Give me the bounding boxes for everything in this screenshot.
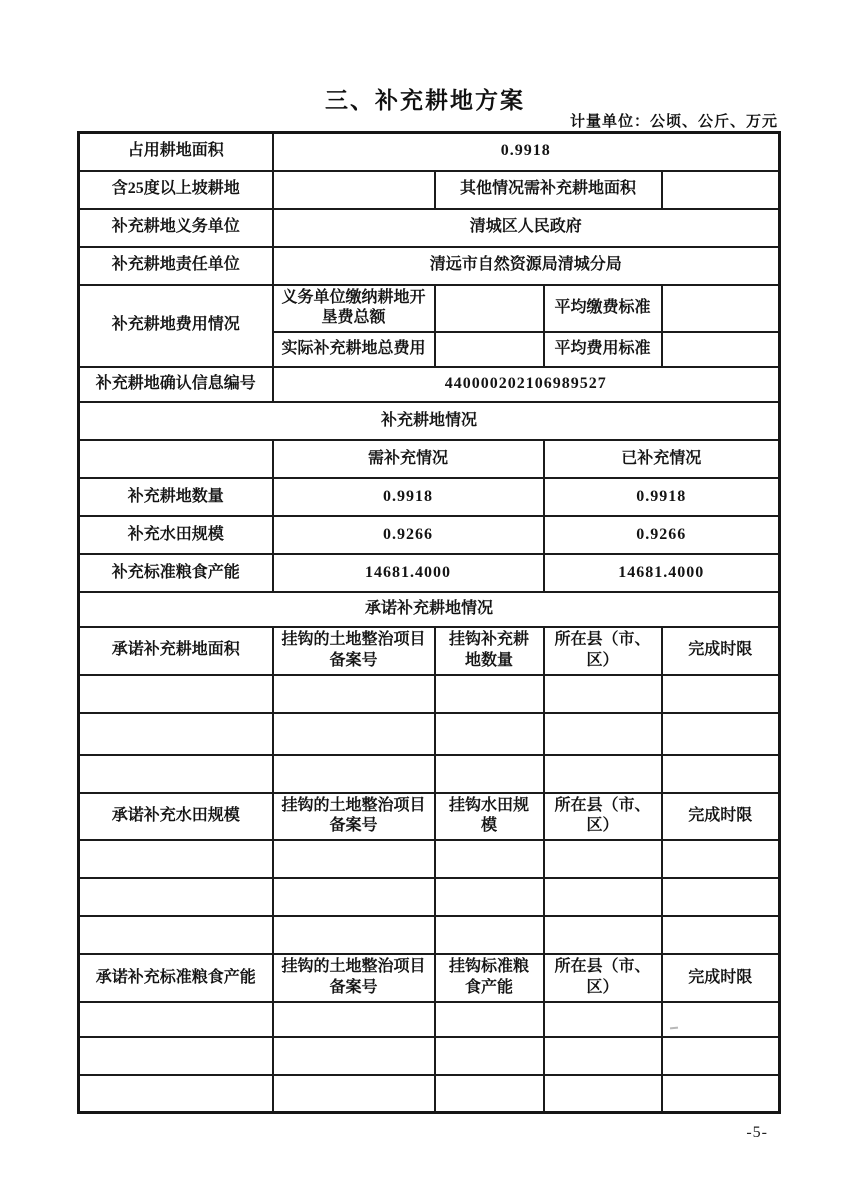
empty-cell <box>79 1037 273 1075</box>
blank-row <box>79 1037 780 1075</box>
empty-cell <box>79 440 273 478</box>
page-number: -5- <box>746 1124 768 1141</box>
cost-std-1-label: 平均缴费标准 <box>544 285 662 333</box>
confirm-no-value: 440000202106989527 <box>273 367 780 402</box>
commitment-area-col5: 完成时限 <box>662 627 780 675</box>
occupied-area-value: 0.9918 <box>273 133 780 171</box>
commitment-area-col3: 挂钩补充耕地数量 <box>435 627 544 675</box>
empty-cell <box>273 1075 435 1113</box>
row-situation-columns <box>79 440 780 478</box>
empty-cell <box>544 713 662 755</box>
empty-cell <box>544 1075 662 1113</box>
empty-cell <box>79 1002 273 1037</box>
empty-cell <box>79 675 273 713</box>
empty-cell <box>435 916 544 954</box>
empty-cell <box>662 755 780 793</box>
empty-cell <box>435 1037 544 1075</box>
page-title: 三、补充耕地方案 <box>325 87 525 113</box>
commitment-header: 承诺补充耕地情况 <box>79 592 780 627</box>
cost-std-1-value <box>662 285 780 333</box>
empty-cell <box>544 840 662 878</box>
empty-cell <box>435 878 544 916</box>
supplement-quantity-label: 补充耕地数量 <box>79 478 273 516</box>
supplement-quantity-need: 0.9918 <box>273 478 544 516</box>
empty-cell <box>273 916 435 954</box>
cost-std-2-label: 平均费用标准 <box>544 332 662 367</box>
empty-cell <box>79 916 273 954</box>
situation-header: 补充耕地情况 <box>79 402 780 440</box>
empty-cell <box>79 1075 273 1113</box>
situation-col-done: 已补充情况 <box>544 440 780 478</box>
grain-capacity-label: 补充标准粮食产能 <box>79 554 273 592</box>
row-commitment-area-head <box>79 627 780 675</box>
commitment-grain-label: 承诺补充标准粮食产能 <box>79 954 273 1002</box>
cost-label: 补充耕地费用情况 <box>79 285 273 368</box>
empty-cell <box>544 1037 662 1075</box>
empty-cell <box>662 1002 780 1037</box>
row-grain-capacity <box>79 554 780 592</box>
blank-row <box>79 878 780 916</box>
row-cost-1 <box>79 285 780 333</box>
blank-row <box>79 1075 780 1113</box>
blank-row <box>79 713 780 755</box>
empty-cell <box>544 916 662 954</box>
empty-cell <box>79 878 273 916</box>
commitment-area-col4: 所在县（市、区） <box>544 627 662 675</box>
empty-cell <box>79 755 273 793</box>
other-area-label: 其他情况需补充耕地面积 <box>435 171 662 209</box>
row-commitment-grain-head <box>79 954 780 1002</box>
commitment-area-label: 承诺补充耕地面积 <box>79 627 273 675</box>
commitment-area-col2: 挂钩的土地整治项目备案号 <box>273 627 435 675</box>
commitment-paddy-label: 承诺补充水田规模 <box>79 793 273 841</box>
situation-col-need: 需补充情况 <box>273 440 544 478</box>
empty-cell <box>273 1037 435 1075</box>
empty-cell <box>662 840 780 878</box>
responsible-unit-label: 补充耕地责任单位 <box>79 247 273 285</box>
empty-cell <box>544 675 662 713</box>
row-paddy-scale <box>79 516 780 554</box>
row-responsible-unit <box>79 247 780 285</box>
empty-cell <box>273 675 435 713</box>
commitment-paddy-col3: 挂钩水田规模 <box>435 793 544 841</box>
empty-cell <box>273 713 435 755</box>
row-obligation-unit <box>79 209 780 247</box>
commitment-paddy-col2: 挂钩的土地整治项目备案号 <box>273 793 435 841</box>
grain-capacity-need: 14681.4000 <box>273 554 544 592</box>
supplement-plan-table <box>77 131 781 1114</box>
empty-cell <box>273 1002 435 1037</box>
empty-cell <box>435 675 544 713</box>
paddy-scale-need: 0.9266 <box>273 516 544 554</box>
cost-item-1-label: 义务单位缴纳耕地开垦费总额 <box>273 285 435 333</box>
empty-cell <box>435 755 544 793</box>
occupied-area-label: 占用耕地面积 <box>79 133 273 171</box>
empty-cell <box>662 878 780 916</box>
paddy-scale-done: 0.9266 <box>544 516 780 554</box>
empty-cell <box>662 916 780 954</box>
empty-cell <box>273 840 435 878</box>
commitment-grain-col4: 所在县（市、区） <box>544 954 662 1002</box>
paddy-scale-label: 补充水田规模 <box>79 516 273 554</box>
grain-capacity-done: 14681.4000 <box>544 554 780 592</box>
row-commitment-header <box>79 592 780 627</box>
empty-cell <box>662 713 780 755</box>
blank-row <box>79 755 780 793</box>
empty-cell <box>435 1002 544 1037</box>
row-commitment-paddy-head <box>79 793 780 841</box>
empty-cell <box>662 675 780 713</box>
row-slope-area <box>79 171 780 209</box>
empty-cell <box>662 1037 780 1075</box>
empty-cell <box>79 713 273 755</box>
commitment-grain-col2: 挂钩的土地整治项目备案号 <box>273 954 435 1002</box>
blank-row <box>79 1002 780 1037</box>
cost-item-2-label: 实际补充耕地总费用 <box>273 332 435 367</box>
cost-std-2-value <box>662 332 780 367</box>
obligation-unit-value: 清城区人民政府 <box>273 209 780 247</box>
empty-cell <box>662 1075 780 1113</box>
row-confirm-no <box>79 367 780 402</box>
blank-row <box>79 916 780 954</box>
commitment-paddy-col4: 所在县（市、区） <box>544 793 662 841</box>
slope-area-label: 含25度以上坡耕地 <box>79 171 273 209</box>
empty-cell <box>273 878 435 916</box>
empty-cell <box>544 755 662 793</box>
empty-cell <box>435 840 544 878</box>
commitment-grain-col5: 完成时限 <box>662 954 780 1002</box>
commitment-paddy-col5: 完成时限 <box>662 793 780 841</box>
empty-cell <box>273 755 435 793</box>
blank-row <box>79 675 780 713</box>
slope-area-value <box>273 171 435 209</box>
other-area-value <box>662 171 780 209</box>
empty-cell <box>544 878 662 916</box>
cost-item-1-value <box>435 285 544 333</box>
empty-cell <box>435 1075 544 1113</box>
empty-cell <box>435 713 544 755</box>
row-supplement-quantity <box>79 478 780 516</box>
responsible-unit-value: 清远市自然资源局清城分局 <box>273 247 780 285</box>
obligation-unit-label: 补充耕地义务单位 <box>79 209 273 247</box>
empty-cell <box>79 840 273 878</box>
commitment-grain-col3: 挂钩标准粮食产能 <box>435 954 544 1002</box>
empty-cell <box>544 1002 662 1037</box>
cost-item-2-value <box>435 332 544 367</box>
supplement-quantity-done: 0.9918 <box>544 478 780 516</box>
row-occupied-area <box>79 133 780 171</box>
blank-row <box>79 840 780 878</box>
confirm-no-label: 补充耕地确认信息编号 <box>79 367 273 402</box>
unit-note: 计量单位：公顷、公斤、万元 <box>569 114 778 130</box>
row-situation-header <box>79 402 780 440</box>
